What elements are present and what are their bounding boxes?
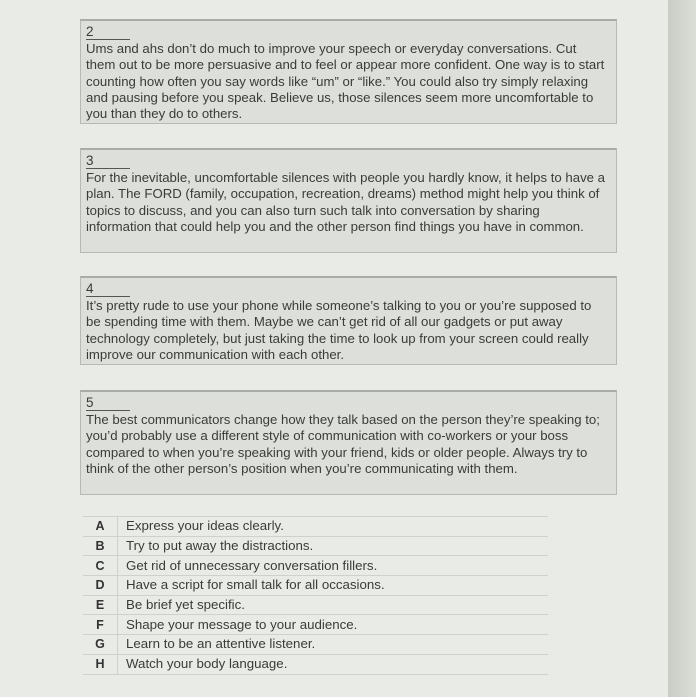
paragraph-text: The best communicators change how they talk based on the person they’re speaking to; you’d probably use a different style of communication with co-workers or your boss compared to when you’re speaking with your friend, kids or older people. Always try to think of the other person’s position when you’re communicating with them. [86,412,600,476]
paragraph-box-4 [80,276,617,365]
option-letter: G [83,635,118,655]
paragraph-text: It’s pretty rude to use your phone while someone’s talking to you or you’re supposed to be spending time with them. Maybe we can’t get rid of all our gadgets or put away technology completely, but just taking the time to look up from your screen could really improve our communication with each other. [86,298,592,362]
option-text: Shape your message to your audience. [118,615,549,635]
paragraph-text: Ums and ahs don’t do much to improve your speech or everyday conversations. Cut them out to be more persuasive and to feel or appear more confident. One way is to start counting how often you say words like “um” or “like.” You could also try simply relaxing and pausing before you speak. Believe us, those silences seem more uncomfortable to you than they do to others. [86,41,605,122]
page-edge [668,0,696,697]
paragraph-number: 5 [86,395,130,411]
option-letter: B [83,536,118,556]
option-text: Try to put away the distractions. [118,536,549,556]
option-letter: D [83,576,118,596]
paragraph-box-5 [80,390,617,495]
option-text: Express your ideas clearly. [118,517,549,537]
option-row [83,517,548,537]
option-row [83,556,548,576]
option-letter: H [83,654,118,674]
option-row [83,595,548,615]
option-text: Have a script for small talk for all occasions. [118,576,549,596]
option-row [83,635,548,655]
heading-options-table [83,516,548,675]
option-letter: F [83,615,118,635]
paragraph-number: 3 [86,153,130,169]
option-letter: C [83,556,118,576]
paragraph-number: 2 [86,24,130,40]
paragraph-box-2 [80,19,617,124]
option-row [83,654,548,674]
option-letter: A [83,517,118,537]
option-row [83,576,548,596]
option-text: Watch your body language. [118,654,549,674]
option-letter: E [83,595,118,615]
option-text: Get rid of unnecessary conversation fillers. [118,556,549,576]
option-text: Learn to be an attentive listener. [118,635,549,655]
option-row [83,615,548,635]
paragraph-number: 4 [86,281,130,297]
option-text: Be brief yet specific. [118,595,549,615]
option-row [83,536,548,556]
paragraph-box-3 [80,148,617,253]
paragraph-text: For the inevitable, uncomfortable silences with people you hardly know, it helps to have a plan. The FORD (family, occupation, recreation, dreams) method might help you think of topics to discuss, and you can also turn such talk into conversation by sharing information that could help you and the other person find things you have in common. [86,170,606,234]
